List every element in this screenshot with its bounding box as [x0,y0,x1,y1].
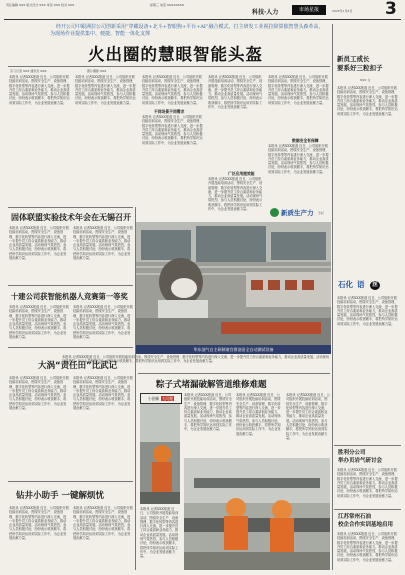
story-5-col-2: 本报讯 记者XXX报道 近日，公司组织开展技能培训活动，围绕安全生产、设备管理、数字化转型等内容进行深入交流，进一步提升员工综合素质和业务能力，推动企业高质量发展。活动现场气氛热烈，参与人员积极讨论，纷纷表示收获颇丰，将把所学知识运用到实际工作中，为企业发展贡献力量。 [73,506,133,541]
story-6-col-0: 本报讯 记者XXX报道 近日，公司组织开展技能培训活动，围绕安全生产、设备管理、数字化转型等内容进行深入交流，进一步提升员工综合素质和业务能力，推动企业高质量发展。活动现场气氛热烈，参与人员积极讨论，纷纷表示收获颇丰，将把所学知识运用到实际工作中，为企业发展贡献力量。 [140,507,179,559]
story-3-rule [8,285,133,286]
story-6-photo-large [184,458,330,570]
lead-headline: 火出圈的慧眼智能头盔 [88,45,263,64]
story-2-col-1: 本报讯 记者XXX报道 近日，公司组织开展技能培训活动，围绕安全生产、设备管理、数字化转型等内容进行深入交流，进一步提升员工综合素质和业务能力，推动企业高质量发展。活动现场气氛热烈，参与人员积极讨论，纷纷表示收获颇丰，将把所学知识运用到实际工作中，为企业发展贡献力量。 [9,226,69,261]
story-6-badge-label-1: 小创新 [148,396,160,401]
story-6-headline: 粽子式堵漏破解管道维修难题 [156,380,267,390]
lead-column-5b: 本报讯 记者XXX报道 近日，公司组织开展技能培训活动，围绕安全生产、设备管理、数字化转型等内容进行深入交流，进一步提升员工综合素质和业务能力，推动企业高质量发展。活动现场气氛热烈，参与人员积极讨论，纷纷表示收获颇丰，将把所学知识运用到实际工作中，为企业发展贡献力量。 [268,144,329,174]
sidebar-bottom-headline-2-line-2: 校企合作实训基地启用 [338,521,394,528]
leaf-icon [270,208,279,217]
highlight-label: 新质生产力 [281,209,314,217]
story-3-headline: 十建公司获智能机器人竞赛第一等奖 [11,292,128,301]
lead-photo-art [136,222,331,345]
sidebar-bottom-headline-2 [338,514,400,529]
section-label: 科技·人力 [252,9,279,16]
lead-photo [136,222,331,345]
sidebar-bottom-body-2: 本报讯 记者XXX报道 近日，公司组织开展技能培训活动，围绕安全生产、设备管理、数字化转型等内容进行深入交流，进一步提升员工综合素质和业务能力，推动企业高质量发展。活动现场气氛热烈，参与人员积极讨论，纷纷表示收获颇丰，将把所学知识运用到实际工作中，为企业发展贡献力量。 [337,532,398,562]
masthead-center-meta: 星期三 电话 XXXXXXXX [150,3,184,7]
sidebar-top-headline-line-2: 要系好三粒扣子 [337,64,383,72]
sub-heading-1: 不同场景不同需求 [154,109,185,114]
masthead-left-meta: 责任编辑 XXX 版式设计 XXX 审读 XXX 校对 XXX [6,3,75,7]
date-line: 2025年1月8日 [332,9,353,13]
sidebar-column-body: 本报讯 记者XXX报道 近日，公司组织开展技能培训活动，围绕安全生产、设备管理、数字化转型等内容进行深入交流，进一步提升员工综合素质和业务能力，推动企业高质量发展。活动现场气氛热烈，参与人员积极讨论，纷纷表示收获颇丰，将把所学知识运用到实际工作中，为企业发展贡献力量。 [337,296,398,326]
sidebar-bottom-body-1: 本报讯 记者XXX报道 近日，公司组织开展技能培训活动，围绕安全生产、设备管理、数字化转型等内容进行深入交流，进一步提升员工综合素质和业务能力，推动企业高质量发展。活动现场气氛热烈，参与人员积极讨论，纷纷表示收获颇丰，将把所学知识运用到实际工作中，为企业发展贡献力量。 [337,468,398,498]
lead-column-2: 本报讯 记者XXX报道 近日，公司组织开展技能培训活动，围绕安全生产、设备管理、数字化转型等内容进行深入交流，进一步提升员工综合素质和业务能力，推动企业高质量发展。活动现场气氛热烈，参与人员积极讨论，纷纷表示收获颇丰，将把所学知识运用到实际工作中，为企业发展贡献力量。 [75,75,136,105]
lead-column-4b: 本报讯 记者XXX报道 近日，公司组织开展技能培训活动，围绕安全生产、设备管理、数字化转型等内容进行深入交流，进一步提升员工综合素质和业务能力，推动企业高质量发展。活动现场气氛热烈，参与人员积极讨论，纷纷表示收获颇丰，将把所学知识运用到实际工作中，为企业发展贡献力量。 [208,177,263,212]
paper-name-badge: 市场星报 [292,5,326,15]
sub-heading-2: 数据安全有保障 [292,138,319,143]
story-4-rule [8,347,133,348]
sidebar-top-headline [337,55,401,73]
story-6-col-3: 本报讯 记者XXX报道 近日，公司组织开展技能培训活动，围绕安全生产、设备管理、数字化转型等内容进行深入交流，进一步提升员工综合素质和业务能力，推动企业高质量发展。活动现场气氛热烈，参与人员积极讨论，纷纷表示收获颇丰，将把所学知识运用到实际工作中，为企业发展贡献力量。 [286,393,330,440]
lead-deck: 经开公司中跟洲拉公司创新采用“穿藏设备+北斗+智眼狗+平台+AI”融合模式，打主研发工业视拉降算独智慧头森革高，为现场作业提供集中、便捷、智能一体化支撑 [50,24,324,37]
sidebar-bottom-headline-1-line-1: 胜利分公司 [338,450,366,456]
story-6-col-1: 本报讯 记者XXX报道 近日，公司组织开展技能培训活动，围绕安全生产、设备管理、数字化转型等内容进行深入交流，进一步提升员工综合素质和业务能力，推动企业高质量发展。活动现场气氛热烈，参与人员积极讨论，纷纷表示收获颇丰，将把所学知识运用到实际工作中，为企业发展贡献力量。 [184,393,232,432]
sidebar-top-headline-line-1: 新员工戒长 [337,55,370,63]
sidebar-bottom-headline-2-line-1: 江苏常州石油 [338,514,372,520]
sidebar-bottom-headline-1 [338,450,400,465]
sidebar-column-label-suffix: 语 [357,280,365,289]
story-6-photo-small [140,404,180,504]
left-column-divider [135,207,136,570]
story-4-headline: 大涡“责任田”比武记 [38,361,118,371]
page-number: 3 [385,0,397,19]
story-2-headline: 固体联盟实验技术年会在无锡召开 [11,213,131,222]
sidebar-column-label-main: 石化 [338,280,353,289]
story-6-photo-small-art [140,404,180,504]
sidebar-divider [332,24,333,570]
lead-column-1: 本报讯 记者XXX报道 近日，公司组织开展技能培训活动，围绕安全生产、设备管理、数字化转型等内容进行深入交流，进一步提升员工综合素质和业务能力，推动企业高质量发展。活动现场气氛热烈，参与人员积极讨论，纷纷表示收获颇丰，将把所学知识运用到实际工作中，为企业发展贡献力量。 [9,75,70,105]
lead-photo-description: 本报讯 记者XXX报道 近日，公司组织开展技能培训活动，围绕安全生产、设备管理、数字化转型等内容进行深入交流，进一步提升员工综合素质和业务能力，推动企业高质量发展。活动现场气氛热烈，参与人员积极讨论，纷纷表示收获颇丰，将把所学知识运用到实际工作中，为企业发展贡献力量。 [62,355,330,364]
lead-column-5a: 本报讯 记者XXX报道 近日，公司组织开展技能培训活动，围绕安全生产、设备管理、数字化转型等内容进行深入交流，进一步提升员工综合素质和业务能力，推动企业高质量发展。活动现场气氛热烈，参与人员积极讨论，纷纷表示收获颇丰，将把所学知识运用到实际工作中，为企业发展贡献力量。 [268,75,329,105]
story-5-rule [8,481,133,482]
sidebar-top-byline: XXX 文 [360,78,371,82]
sidebar-top-body: 本报讯 记者XXX报道 近日，公司组织开展技能培训活动，围绕安全生产、设备管理、数字化转型等内容进行深入交流，进一步提升员工综合素质和业务能力，推动企业高质量发展。活动现场气氛热烈，参与人员积极讨论，纷纷表示收获颇丰，将把所学知识运用到实际工作中，为企业发展贡献力量。 [337,86,398,116]
story-2-col-2: 本报讯 记者XXX报道 近日，公司组织开展技能培训活动，围绕安全生产、设备管理、数字化转型等内容进行深入交流，进一步提升员工综合素质和业务能力，推动企业高质量发展。活动现场气氛热烈，参与人员积极讨论，纷纷表示收获颇丰，将把所学知识运用到实际工作中，为企业发展贡献力量。 [73,226,133,261]
story-3-col-1: 本报讯 记者XXX报道 近日，公司组织开展技能培训活动，围绕安全生产、设备管理、数字化转型等内容进行深入交流，进一步提升员工综合素质和业务能力，推动企业高质量发展。活动现场气氛热烈，参与人员积极讨论，纷纷表示收获颇丰，将把所学知识运用到实际工作中，为企业发展贡献力量。 [9,305,69,340]
sidebar-bottom-rule-2 [334,509,401,510]
sidebar-column-label [336,278,400,292]
highlight-suffix: 专栏 [318,211,325,215]
story-4-col-2: 本报讯 记者XXX报道 近日，公司组织开展技能培训活动，围绕安全生产、设备管理、数字化转型等内容进行深入交流，进一步提升员工综合素质和业务能力，推动企业高质量发展。活动现场气氛热烈，参与人员积极讨论，纷纷表示收获颇丰，将把所学知识运用到实际工作中，为企业发展贡献力量。 [73,376,133,411]
sidebar-column-label-tail: 丝 [370,281,380,290]
story-6-photo-large-art [184,458,330,570]
sidebar-bottom-headline-1-line-2: 举办页岩气研讨会 [338,457,383,464]
story-6-badge-label-2: 大问题 [161,396,173,401]
story-2-rule [8,207,133,208]
lead-column-3b: 本报讯 记者XXX报道 近日，公司组织开展技能培训活动，围绕安全生产、设备管理、数字化转型等内容进行深入交流，进一步提升员工综合素质和业务能力，推动企业高质量发展。活动现场气氛热烈，参与人员积极讨论，纷纷表示收获颇丰，将把所学知识运用到实际工作中，为企业发展贡献力量。 [142,115,203,145]
story-5-headline: 钻井小助手 一键解烦忧 [16,491,104,501]
masthead-rule [4,19,401,20]
lead-column-3a: 本报讯 记者XXX报道 近日，公司组织开展技能培训活动，围绕安全生产、设备管理、数字化转型等内容进行深入交流，进一步提升员工综合素质和业务能力，推动企业高质量发展。活动现场气氛热烈，参与人员积极讨论，纷纷表示收获颇丰，将把所学知识运用到实际工作中，为企业发展贡献力量。 [142,75,203,105]
lead-headline-rule [8,66,330,67]
lead-photo-credit: 图片摄影 XXX [87,69,107,73]
sub-heading-3: 广泛应用提效能 [228,171,255,176]
story-6-col-2: 本报讯 记者XXX报道 近日，公司组织开展技能培训活动，围绕安全生产、设备管理、数字化转型等内容进行深入交流，进一步提升员工综合素质和业务能力，推动企业高质量发展。活动现场气氛热烈，参与人员积极讨论，纷纷表示收获颇丰，将把所学知识运用到实际工作中，为企业发展贡献力量。 [236,393,281,436]
sidebar-bottom-rule-1 [334,445,401,446]
highlight-banner [268,206,330,220]
story-4-col-1: 本报讯 记者XXX报道 近日，公司组织开展技能培训活动，围绕安全生产、设备管理、数字化转型等内容进行深入交流，进一步提升员工综合素质和业务能力，推动企业高质量发展。活动现场气氛热烈，参与人员积极讨论，纷纷表示收获颇丰，将把所学知识运用到实际工作中，为企业发展贡献力量。 [9,376,69,411]
story-5-col-1: 本报讯 记者XXX报道 近日，公司组织开展技能培训活动，围绕安全生产、设备管理、数字化转型等内容进行深入交流，进一步提升员工综合素质和业务能力，推动企业高质量发展。活动现场气氛热烈，参与人员积极讨论，纷纷表示收获颇丰，将把所学知识运用到实际工作中，为企业发展贡献力量。 [9,506,69,541]
story-6-badge [140,393,182,404]
lead-photo-caption: 华东油气自主研制诸宫群油田全自动测试设备 [136,345,331,354]
story-6-rule [138,373,330,374]
story-3-col-2: 本报讯 记者XXX报道 近日，公司组织开展技能培训活动，围绕安全生产、设备管理、数字化转型等内容进行深入交流，进一步提升员工综合素质和业务能力，推动企业高质量发展。活动现场气氛热烈，参与人员积极讨论，纷纷表示收获颇丰，将把所学知识运用到实际工作中，为企业发展贡献力量。 [73,305,133,340]
lead-column-4a: 本报讯 记者XXX报道 近日，公司组织开展技能培训活动，围绕安全生产、设备管理、数字化转型等内容进行深入交流，进一步提升员工综合素质和业务能力，推动企业高质量发展。活动现场气氛热烈，参与人员积极讨论，纷纷表示收获颇丰，将把所学知识运用到实际工作中，为企业发展贡献力量。 [208,75,263,110]
lead-byline: 见习记者 XXX 通讯员 XXX [10,69,47,73]
